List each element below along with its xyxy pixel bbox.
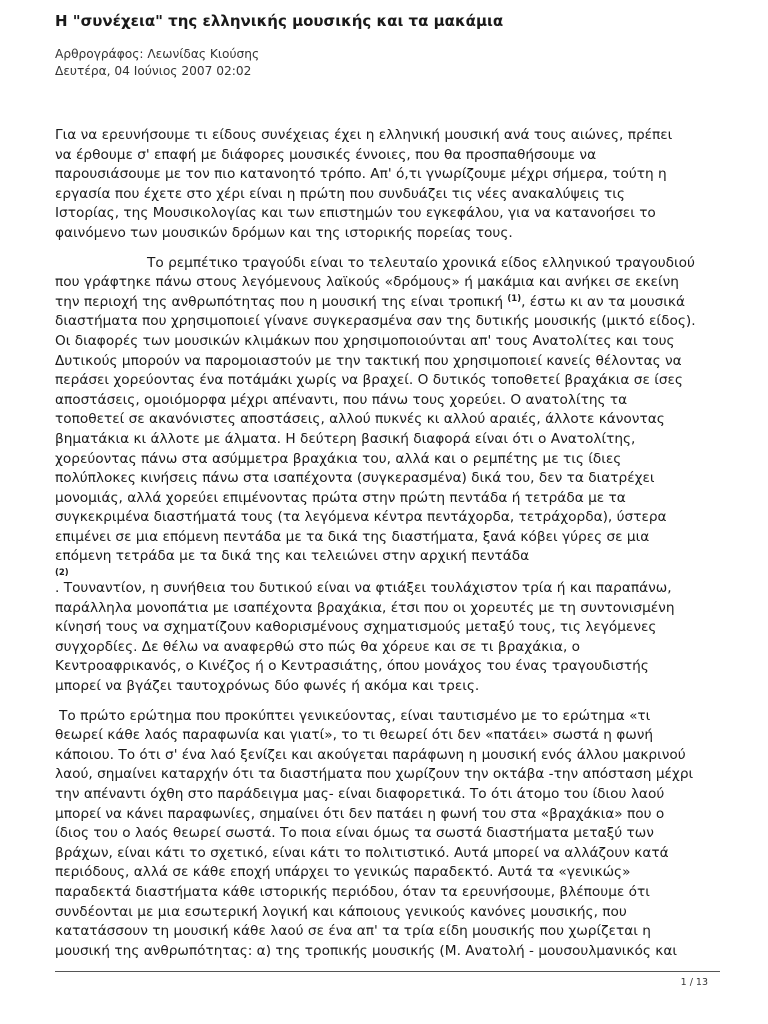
text-line: χορεύοντας πάνω στα ασύμμετρα βραχάκια του, αλλά και ο ρεμπέτης με τις ίδιες (55, 450, 622, 467)
text-line: που γράφτηκε πάνω στους λεγόμενους λαϊκούς «δρόμους» ή μακάμια και ανήκει σε εκείνη (55, 274, 679, 291)
paragraph-2 (55, 254, 720, 697)
footer-divider (55, 971, 720, 972)
text-line: κίνησή τους να σχηματίζουν καθορισμένους σχηματισμούς μεταξύ τους, τις λεγόμενες (55, 619, 657, 636)
text-line: τοποθετεί σε ακανόνιστες αποστάσεις, αλλού πυκνές κι αλλού αραιές, άλλοτε κάνοντας (55, 411, 665, 428)
paragraph-3 (55, 707, 720, 962)
paragraph-1 (55, 126, 720, 244)
text-line: συγκεκριμένα διαστήματά τους (τα λεγόμενα κέντρα πεντάχορδα, τετράχορδα), ύστερα (55, 509, 667, 526)
text-line: διαστήματα που χρησιμοποιεί γίνανε συγκερασμένα σαν της δυτικής μουσικής (μικτό είδος). (55, 313, 696, 330)
article-meta (55, 46, 259, 80)
text-line: Κεντροαφρικανός, ο Κινέζος ή ο Κεντρασιάτης, όπου μονάχος του ένας τραγουδιστής (55, 658, 649, 675)
text-line: περάσει χορεύοντας ένα ποτάμάκι χωρίς να βραχεί. Ο δυτικός τοποθετεί βραχάκια σε ίσες (55, 372, 683, 389)
text-line: φαινόμενο των μουσικών δρόμων και της ιστορικής πορείας τους. (55, 224, 513, 241)
text-line: Δυτικούς μπορούν να παρομοιαστούν με την τακτική που χρησιμοποιεί κανείς θέλοντας να (55, 352, 682, 369)
paragraph-gap (55, 244, 720, 254)
text-line: μπορεί να κάνει παραφωνίες, σημαίνει ότι δεν πατάει η φωνή του στα «βραχάκια» που ο (55, 805, 665, 822)
article-author: Αρθρογράφος: Λεωνίδας Κιούσης (55, 47, 260, 61)
footnote-ref-2[interactable]: (2) (55, 568, 69, 579)
text-line: επιμένει σε μια επόμενη πεντάδα με τα δικά της διαστήματα, ξανά κόβει γύρες σε μια (55, 528, 650, 545)
text-line: αποστάσεις, ομοιόμορφα μέχρι απέναντι, που πάνω τους χορεύει. Ο ανατολίτης τα (55, 391, 628, 408)
text-line: Ιστορίας, της Μουσικολογίας και των επιστημών του εγκεφάλου, για να κατανοήσει το (55, 205, 656, 222)
paragraph-gap (55, 697, 720, 707)
text-line: κατατάσσουν τη μουσική κάθε λαού σε ένα απ' τα τρία είδη μουσικής που χωρίζεται η (55, 923, 651, 940)
text-line: συνδέονται με μια εσωτερική λογική και κάποιους γενικούς κανόνες μουσικής, που (55, 903, 627, 920)
text-line: Για να ερευνήσουμε τι είδους συνέχειας έχει η ελληνική μουσική ανά τους αιώνες, πρέπει (55, 127, 673, 143)
text-line (55, 293, 720, 313)
article-date: Δευτέρα, 04 Ιούνιος 2007 02:02 (55, 64, 252, 78)
text-line: συγχορδίες. Δε θέλω να αναφερθώ στο πώς θα χόρευε και σε τι βραχάκια, ο (55, 638, 581, 655)
text-line: επόμενη τετράδα με τα δικά της και τελειώνει στην αρχική πεντάδα (55, 548, 530, 565)
text-line: παρουσιάσουμε με τον πιο κατανοητό τρόπο. Απ' ό,τι γνωρίζουμε μέχρι σήμερα, τούτη η (55, 166, 667, 183)
text-line: κάποιου. Το ότι σ' ένα λαό ξενίζει και ακούγεται παράφωνη η μουσική ενός άλλου μακρινού (55, 746, 686, 763)
text-line: να έρθουμε σ' επαφή με διάφορες μουσικές έννοιες, που θα προσπαθήσουμε να (55, 146, 597, 163)
text-line: βηματάκια κι άλλοτε με άλματα. Η δεύτερη βασική διαφορά είναι ότι ο Ανατολίτης, (55, 430, 636, 447)
text-line: Το ρεμπέτικο τραγούδι είναι το τελευταίο χρονικά είδος ελληνικού τραγουδιού (147, 254, 695, 271)
text-segment: , έστω κι αν τα μουσικά (521, 293, 686, 310)
page-number: 1 / 13 (680, 977, 708, 988)
article-title: Η "συνέχεια" της ελληνικής μουσικής και τα μακάμια (55, 12, 504, 30)
text-line: . Τουναντίον, η συνήθεια του δυτικού είναι να φτιάξει τουλάχιστον τρία ή και παραπάνω, (55, 580, 672, 597)
text-segment: την περιοχή της ανθρωπότητας που η μουσική της είναι τροπική (55, 293, 508, 310)
text-line: την απέναντι όχθη στο παράδειγμα μας- είναι διαφορετικά. Το ότι άτομο του ίδιου λαού (55, 786, 665, 802)
text-line: θεωρεί κάθε λαός παραφωνία και γιατί», το τι θεωρεί ότι δεν «πατάει» σωστά η φωνή (55, 727, 654, 744)
text-line: Το πρώτο ερώτημα που προκύπτει γενικεύοντας, είναι ταυτισμένο με το ερώτημα «τι (59, 707, 651, 724)
article-body (55, 126, 720, 961)
text-line: παράλληλα μονοπάτια με ισαπέχοντα βραχάκια, έτσι που οι χορευτές με τη συντονισμένη (55, 599, 675, 616)
text-line: μπορεί να βγάζει ταυτοχρόνως δύο φωνές ή ακόμα και τρεις. (55, 678, 480, 695)
text-line: λαού, σημαίνει καταρχήν ότι τα διαστήματα που χωρίζουν την οκτάβα -την απόσταση μέχρι (55, 766, 694, 783)
footnote-ref-1[interactable]: (1) (507, 293, 522, 304)
text-line: μονομιάς, αλλά χορεύει επιμένοντας πρώτα στην πρώτη πεντάδα ή τετράδα με τα (55, 489, 626, 506)
text-line: παραδεκτά διαστήματα κάθε ιστορικής περιόδου, όταν τα ερευνήσουμε, βλέπουμε ότι (55, 883, 650, 900)
text-line: εργασία που έχετε στο χέρι είναι η πρώτη που συνδυάζει τις νέες ανακαλύψεις τις (55, 185, 625, 202)
text-line: βράχων, είναι κάτι το σχετικό, είναι κάτι το πολιτιστικό. Αυτά μπορεί να αλλάζουν κατά (55, 844, 669, 861)
text-line: ίδιος του ο λαός θεωρεί σωστά. Το ποια είναι όμως τα σωστά διαστήματα μεταξύ των (55, 825, 654, 842)
text-line: μουσική της ανθρωπότητας: α) της τροπικής μουσικής (Μ. Ανατολή - μουσουλμανικός και (55, 942, 677, 959)
text-line: περιόδους, αλλά σε κάθε εποχή υπάρχει το γενικώς παραδεκτό. Αυτά τα «γενικώς» (55, 864, 631, 881)
text-line: πολύπλοκες κινήσεις πάνω στα ισαπέχοντα (συγκερασμένα) δικά του, δεν τα διατρέχει (55, 470, 655, 487)
text-line: Οι διαφορές των μουσικών κλιμάκων που χρησιμοποιούνται απ' τους Ανατολίτες και τους (55, 332, 675, 349)
